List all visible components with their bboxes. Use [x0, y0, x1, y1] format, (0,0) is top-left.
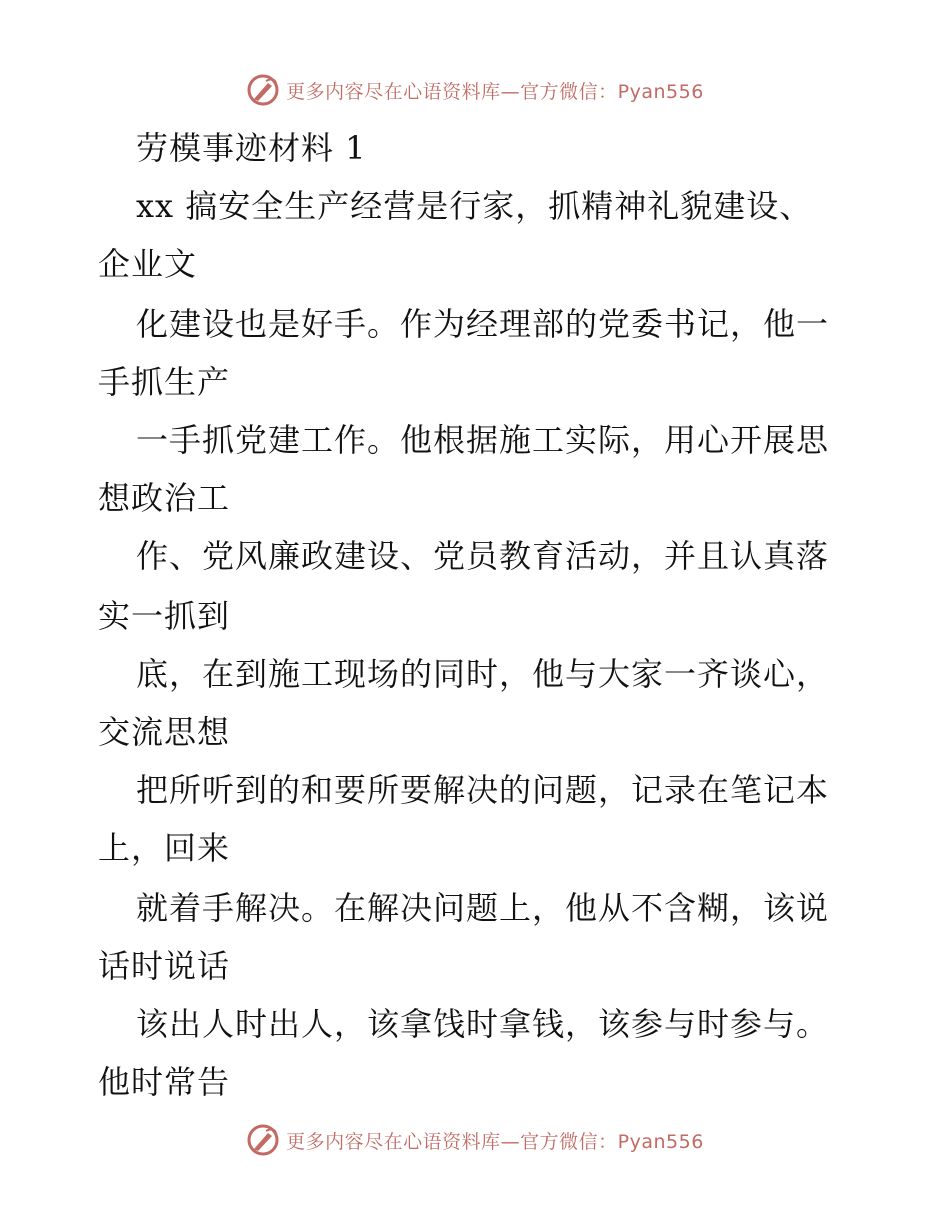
footer-banner-text: 更多内容尽在心语资料库—官方微信：Pyan556	[286, 1130, 704, 1153]
header-banner-text: 更多内容尽在心语资料库—官方微信：Pyan556	[286, 80, 704, 103]
text-line: 企业文	[98, 245, 198, 283]
text-line: 交流思想	[98, 713, 231, 751]
text-line: 手抓生产	[98, 363, 231, 401]
text-line: 该出人时出人，该拿饯时拿钱，该参与时参与。	[136, 1005, 830, 1043]
text-line: 底，在到施工现场的同时，他与大家一齐谈心，	[136, 655, 830, 693]
text-line: 一手抓党建工作。他根据施工实际，用心开展思	[136, 421, 830, 459]
text-line: xx 搞安全生产经营是行家，抓精神礼貌建设、	[136, 187, 813, 225]
text-line: 作、党风廉政建设、党员教育活动，并且认真落	[136, 537, 830, 575]
text-line: 想政治工	[98, 479, 231, 517]
text-line: 实一抓到	[98, 597, 231, 635]
pen-logo-icon	[246, 73, 280, 107]
footer-banner	[0, 1122, 950, 1158]
text-line: 他时常告	[98, 1063, 231, 1101]
pen-logo-icon	[246, 1123, 280, 1157]
text-line: 上，回来	[98, 829, 231, 867]
text-line: 话时说话	[98, 947, 231, 985]
document-title: 劳模事迹材料 1	[136, 129, 367, 167]
text-line: 就着手解决。在解决问题上，他从不含糊，该说	[136, 889, 830, 927]
header-banner	[0, 72, 950, 108]
text-line: 化建设也是好手。作为经理部的党委书记，他一	[136, 305, 830, 343]
text-line: 把所听到的和要所要解决的问题，记录在笔记本	[136, 771, 830, 809]
